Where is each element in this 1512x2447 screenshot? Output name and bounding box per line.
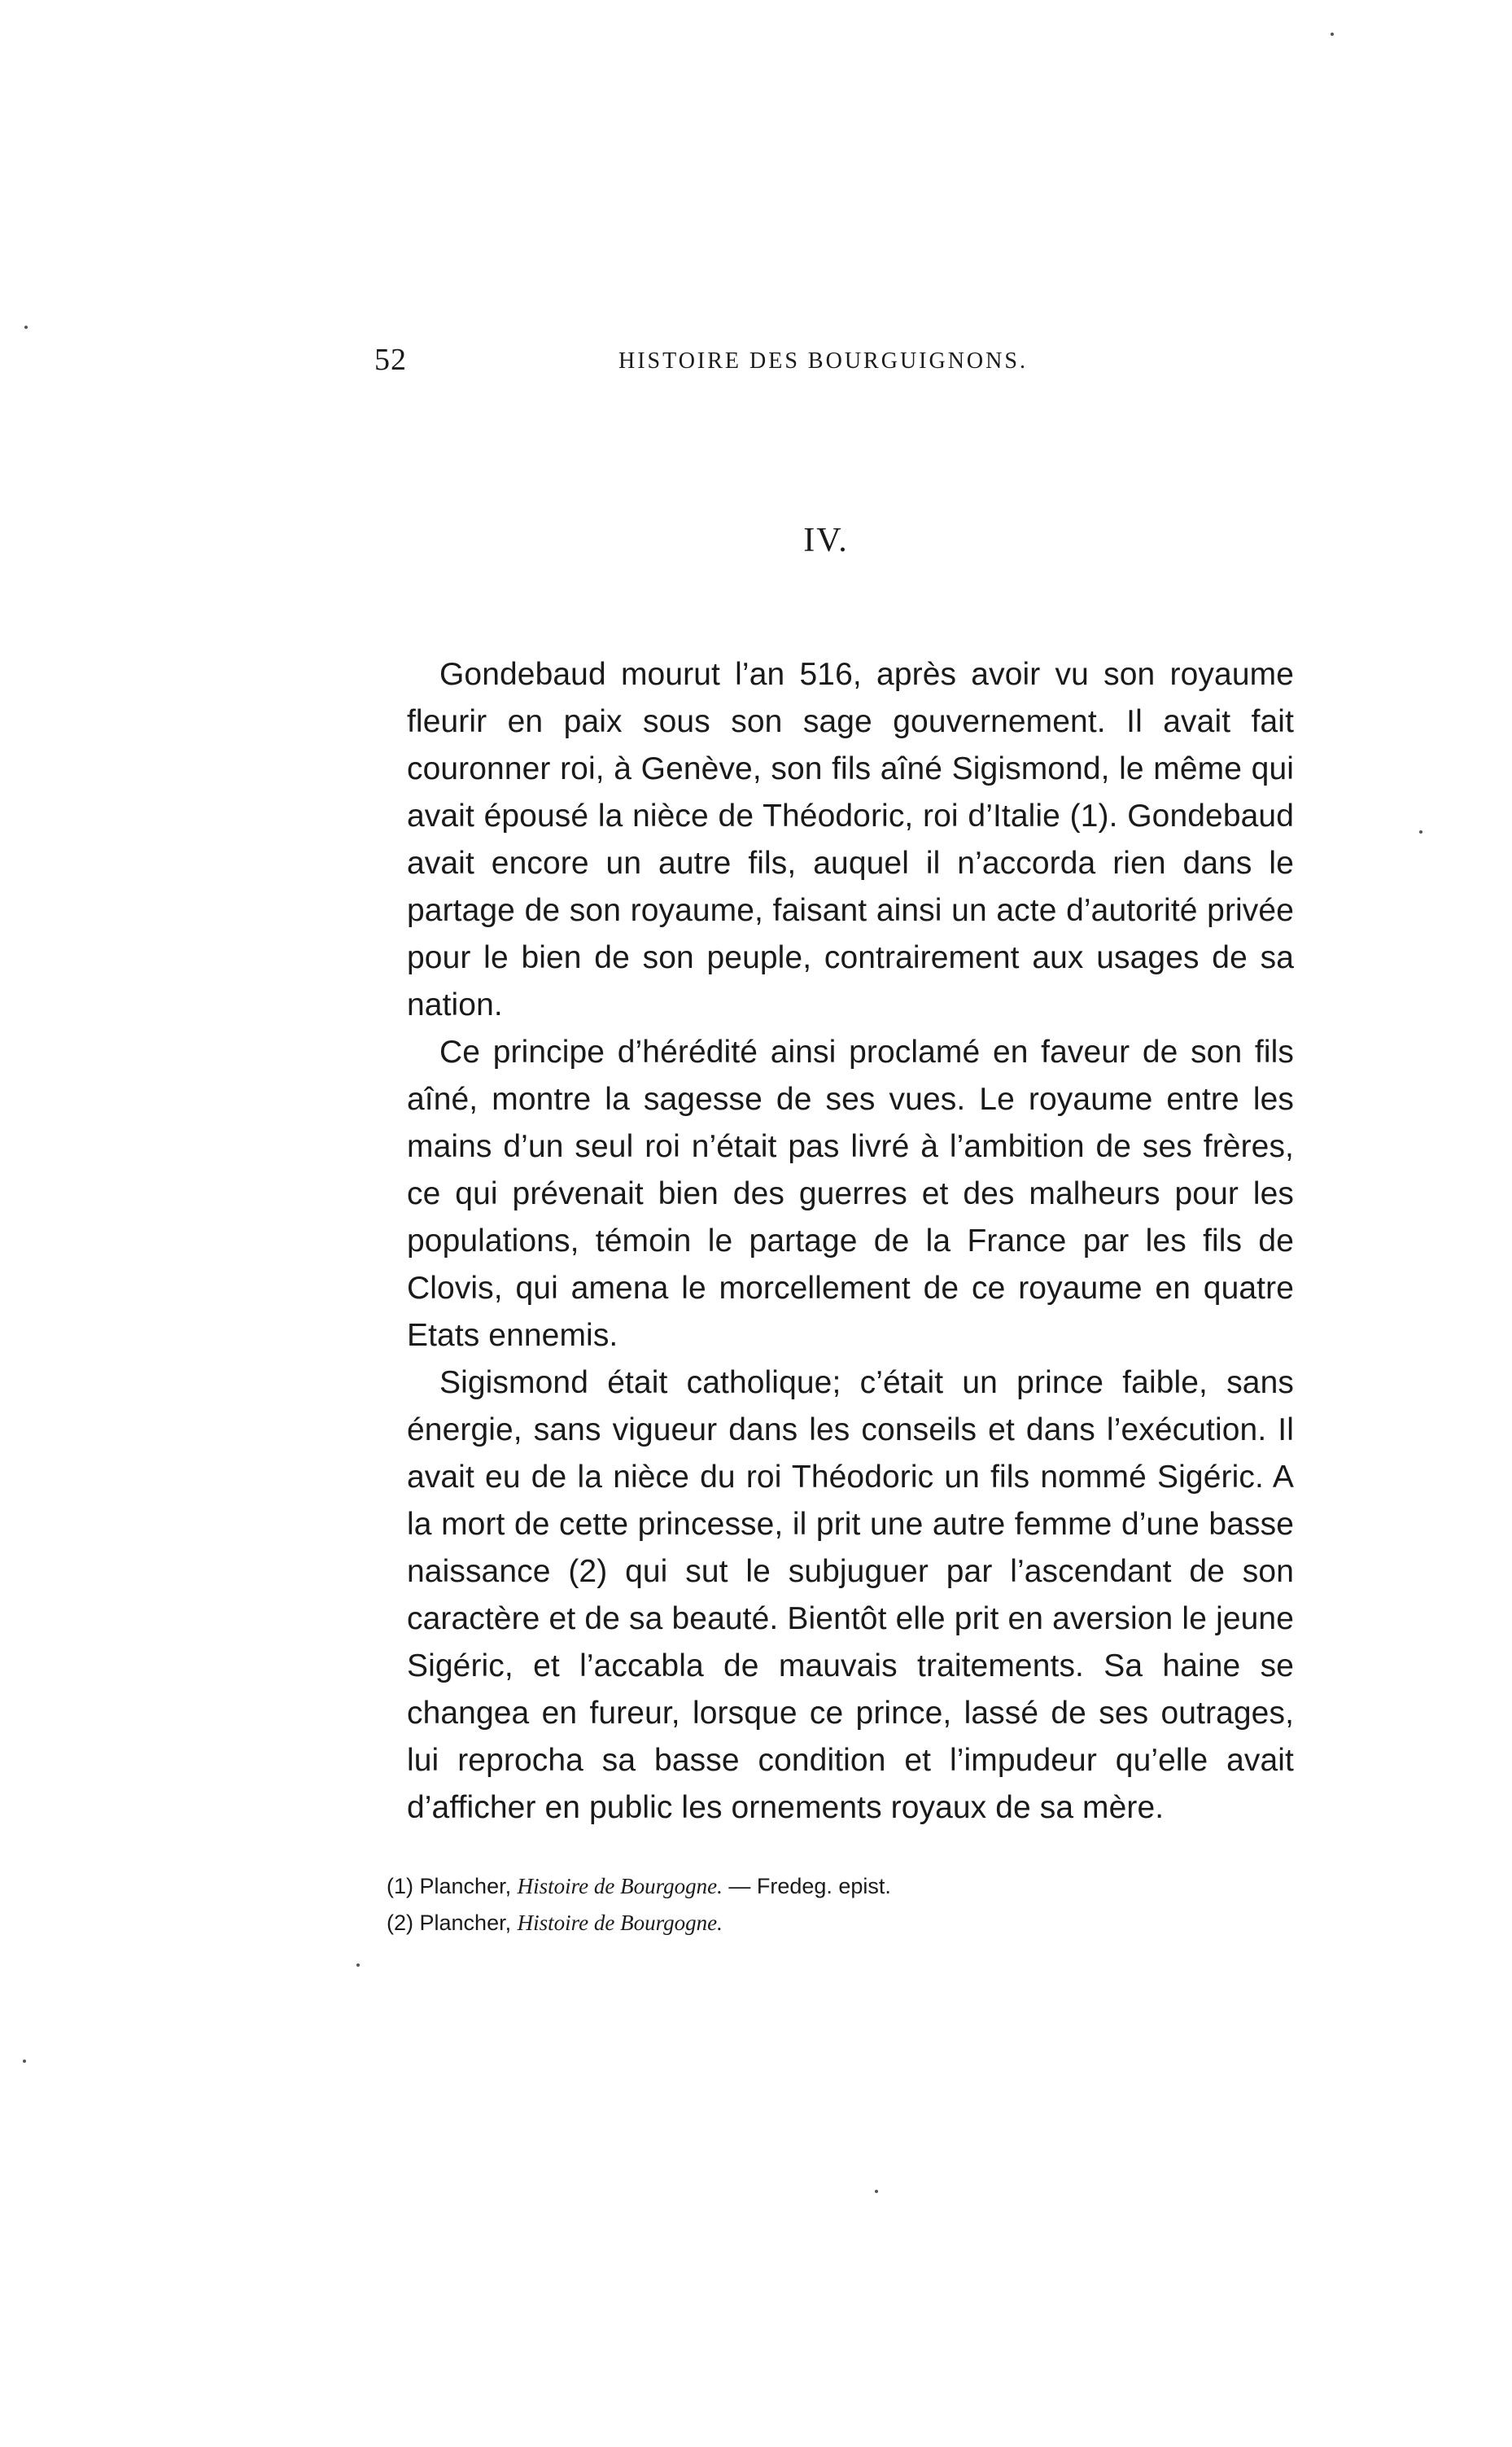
footnote-marker: (2) xyxy=(387,1911,413,1935)
section-heading: IV. xyxy=(803,522,849,559)
running-head xyxy=(374,342,1310,391)
footnote-2 xyxy=(387,1905,1282,1941)
footnote-author: Plancher, xyxy=(419,1874,512,1898)
paragraph-3: Sigismond était catholique; c’était un prince faible, sans énergie, sans vigueur dans les conseils et dans l’exécution. Il avait eu de la nièce du roi Théodoric un fils nommé Sigéric. A la mort de cette princesse, il prit une autre femme d’une basse naissance (2) qui sut le subjuguer par l’ascendant de son caractère et de sa beauté. Bientôt elle prit en aversion le jeune Sigéric, et l’accabla de mauvais traitements. Sa haine se changea en fureur, lorsque ce prince, lassé de ses outrages, lui reprocha sa basse condition et l’impudeur qu’elle avait d’afficher en public les ornements royaux de sa mère. xyxy=(407,1365,1294,1825)
footnotes xyxy=(387,1868,1282,1941)
footnote-work: Histoire de Bourgogne. xyxy=(517,1874,723,1898)
scan-speck xyxy=(356,1963,360,1967)
footnote-author: Plancher, xyxy=(419,1911,512,1935)
scan-speck xyxy=(1419,830,1422,834)
scan-speck xyxy=(875,2190,878,2193)
page-number: 52 xyxy=(374,343,407,377)
paragraph-2: Ce principe d’hérédité ainsi proclamé en faveur de son fils aîné, montre la sagesse de ses vues. Le royaume entre les mains d’un seul roi n’était pas livré à l’ambition de ses frères, ce qui prévenait bien des guerres et des malheurs pour les populations, témoin le partage de la France par les fils de Clovis, qui amena le morcellement de ce royaume en quatre Etats ennemis. xyxy=(407,1035,1294,1353)
footnote-1 xyxy=(387,1868,1282,1905)
body-text xyxy=(407,651,1294,1832)
paragraph-1: Gondebaud mourut l’an 516, après avoir vu son royaume fleurir en paix sous son sage gouvernement. Il avait fait couronner roi, à Genève, son fils aîné Sigismond, le même qui avait épousé la nièce de Théodoric, roi d’Italie (1). Gondebaud avait encore un autre fils, auquel il n’accorda rien dans le partage de son royaume, faisant ainsi un acte d’autorité privée pour le bien de son peuple, contrairement aux usages de sa nation. xyxy=(407,657,1294,1022)
scan-speck xyxy=(24,326,28,329)
scan-speck xyxy=(23,2060,26,2063)
footnote-marker: (1) xyxy=(387,1874,413,1898)
running-title: HISTOIRE DES BOURGUIGNONS. xyxy=(618,348,1028,374)
footnote-work: Histoire de Bourgogne. xyxy=(517,1911,723,1935)
scan-speck xyxy=(1331,33,1334,36)
footnote-extra: — Fredeg. epist. xyxy=(728,1874,891,1898)
